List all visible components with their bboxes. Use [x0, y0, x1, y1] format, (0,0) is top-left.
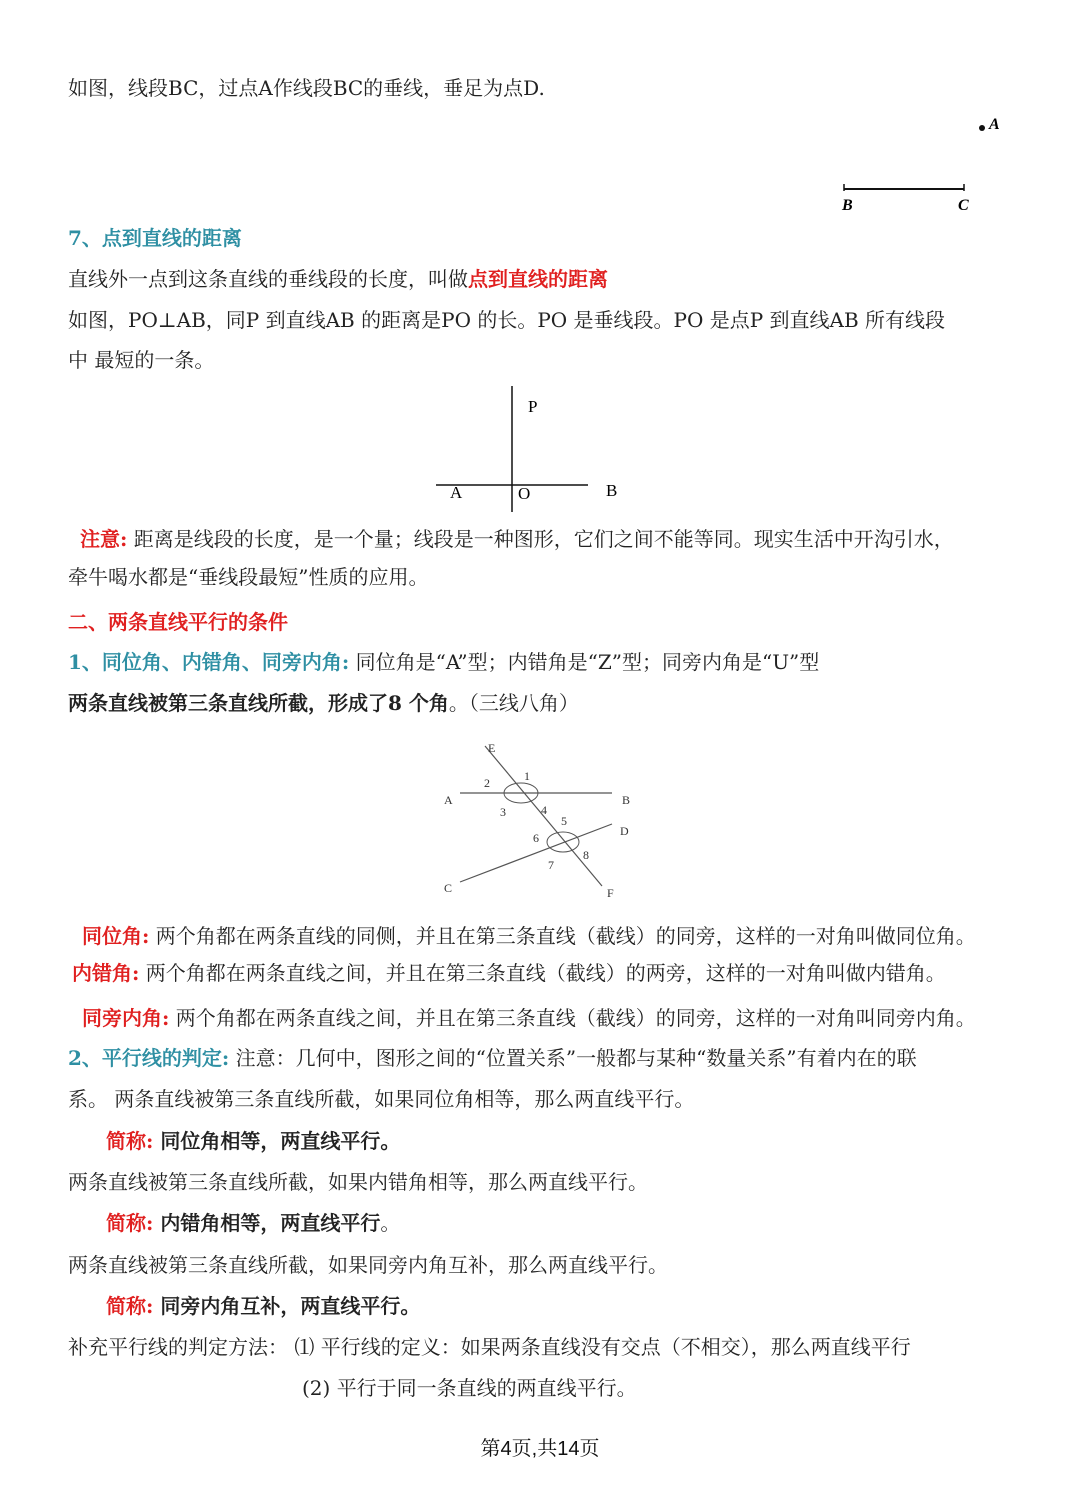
label-b: B — [842, 197, 853, 214]
def-corresponding: 同位角: 两个角都在两条直线的同侧，并且在第三条直线（截线）的同旁，这样的一对角叫做同位角。 — [82, 924, 976, 948]
heading-7: 7、点到直线的距离 — [68, 226, 242, 250]
subheading-2: 2、平行线的判定: 注意：几何中，图形之间的“位置关系”一般都与某种“数量关系”有着内在的联 — [68, 1046, 917, 1070]
note-line2: 牵牛喝水都是“垂线段最短”性质的应用。 — [68, 565, 429, 589]
label-c: C — [958, 197, 969, 214]
label-d: D — [620, 824, 629, 838]
supplement-1: 补充平行线的判定方法： ⑴ 平行线的定义：如果两条直线没有交点（不相交），那么两直线平行 — [68, 1335, 911, 1359]
label-e: E — [488, 741, 496, 755]
abbr-1: 简称: 同位角相等，两直线平行。 — [106, 1129, 401, 1153]
three-lines-eight-angles: 两条直线被第三条直线所截，形成了8 个角。（三线八角） — [68, 691, 579, 715]
angle-6: 6 — [533, 831, 539, 845]
definition-7: 直线外一点到这条直线的垂线段的长度，叫做点到直线的距离 — [68, 267, 608, 291]
angle-8: 8 — [583, 848, 589, 862]
label-o: O — [518, 484, 531, 503]
label-a: A — [444, 793, 453, 807]
term-distance: 点到直线的距离 — [468, 267, 608, 291]
rule-1: 系。 两条直线被第三条直线所截，如果同位角相等，那么两直线平行。 — [68, 1087, 695, 1111]
page-number: 第4页,共14页 — [480, 1438, 600, 1460]
label-b: B — [606, 481, 618, 500]
def-alternate: 内错角: 两个角都在两条直线之间，并且在第三条直线（截线）的两旁，这样的一对角叫做内错角。 — [72, 961, 946, 985]
subheading-1: 1、同位角、内错角、同旁内角: 同位角是“A”型；内错角是“Z”型；同旁内角是“U”型 — [68, 650, 820, 674]
figure-three-lines — [430, 736, 650, 906]
heading-section-2: 二、两条直线平行的条件 — [68, 610, 288, 634]
angle-7: 7 — [548, 858, 554, 872]
angle-4: 4 — [541, 803, 547, 817]
example-7-line1: 如图，PO⊥AB，同P 到直线AB 的距离是PO 的长。PO 是垂线段。PO 是点P 到直线AB 所有线段 — [68, 308, 946, 332]
label-p: P — [528, 397, 538, 416]
abbr-3: 简称: 同旁内角互补，两直线平行。 — [106, 1294, 421, 1318]
label-c: C — [444, 881, 453, 895]
label-f: F — [607, 886, 614, 900]
def-co-interior: 同旁内角: 两个角都在两条直线之间，并且在第三条直线（截线）的同旁，这样的一对角叫同旁内角。 — [82, 1006, 976, 1030]
rule-2: 两条直线被第三条直线所截，如果内错角相等，那么两直线平行。 — [68, 1170, 648, 1194]
angle-1: 1 — [524, 769, 530, 783]
angle-2: 2 — [484, 776, 490, 790]
abbr-2: 简称: 内错角相等，两直线平行。 — [106, 1211, 401, 1235]
intro-text: 如图，线段BC，过点A作线段BC的垂线，垂足为点D. — [68, 76, 545, 100]
supplement-2: (2) 平行于同一条直线的两直线平行。 — [302, 1376, 637, 1400]
angle-3: 3 — [500, 805, 506, 819]
label-a: A — [989, 116, 1000, 133]
angle-arc-bottom — [547, 832, 579, 852]
angle-5: 5 — [561, 814, 567, 828]
point-a — [979, 125, 985, 131]
rule-3: 两条直线被第三条直线所截，如果同旁内角互补，那么两直线平行。 — [68, 1253, 668, 1277]
example-7-line2: 中 最短的一条。 — [68, 348, 215, 372]
label-a: A — [450, 483, 463, 502]
note-line1: 注意: 距离是线段的长度，是一个量；线段是一种图形，它们之间不能等同。现实生活中开沟引水， — [80, 527, 954, 551]
label-b: B — [622, 793, 631, 807]
figure-perpendicular — [430, 380, 630, 520]
figure-segment-bc — [830, 108, 1010, 220]
